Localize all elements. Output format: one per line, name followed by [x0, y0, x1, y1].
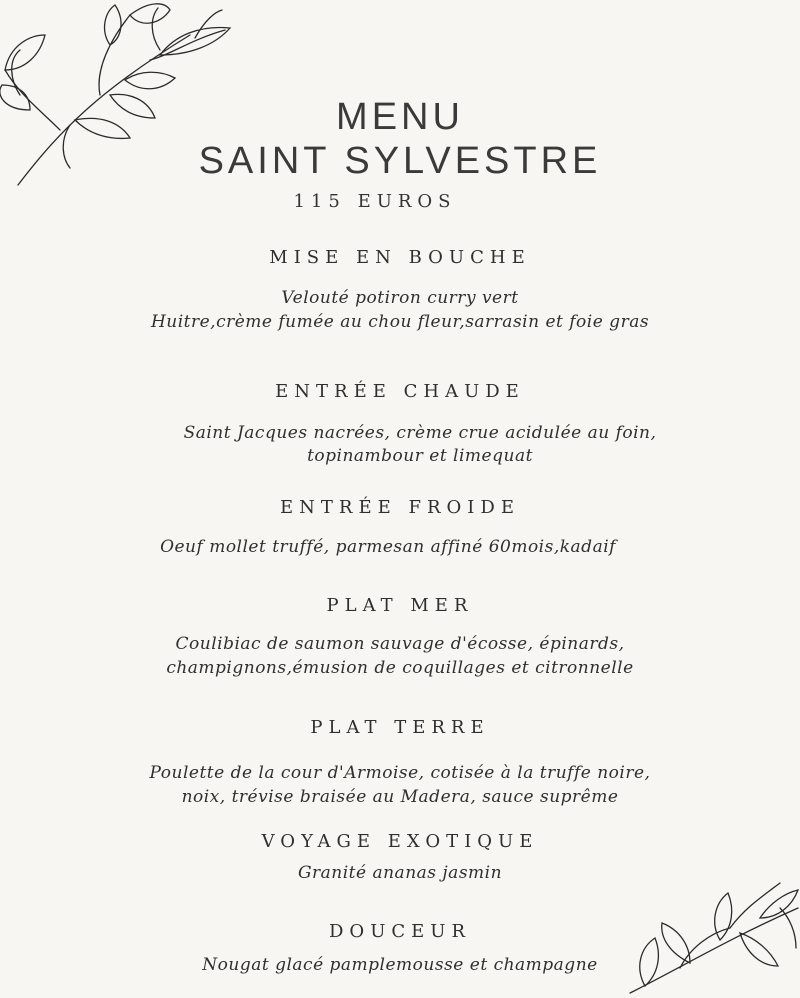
dish-line: Granité ananas jasmin — [297, 863, 503, 883]
section-title-douceur: DOUCEUR — [329, 921, 471, 942]
menu-subtitle: SAINT SYLVESTRE — [198, 140, 602, 182]
dish-line: champignons,émusion de coquillages et citronnelle — [166, 658, 634, 678]
section-title-voyage-exotique: VOYAGE EXOTIQUE — [261, 831, 539, 852]
dish-line: Poulette de la cour d'Armoise, cotisée à la truffe noire, — [149, 763, 651, 783]
dish-line: Velouté potiron curry vert — [281, 288, 519, 308]
dish-line: Coulibiac de saumon sauvage d'écosse, épinards, — [175, 634, 625, 654]
section-title-mise-en-bouche: MISE EN BOUCHE — [269, 247, 531, 268]
menu-price: 115 EUROS — [293, 191, 457, 212]
section-title-entree-froide: ENTRÉE FROIDE — [280, 497, 520, 518]
dish-line: Huitre,crème fumée au chou fleur,sarrasin et foie gras — [150, 312, 650, 332]
section-title-entree-chaude: ENTRÉE CHAUDE — [275, 381, 525, 402]
section-title-plat-mer: PLAT MER — [326, 595, 474, 616]
section-title-plat-terre: PLAT TERRE — [310, 717, 490, 738]
dish-line: Saint Jacques nacrées, crème crue acidulée au foin, — [183, 423, 657, 443]
dish-line: topinambour et limequat — [307, 446, 533, 466]
dish-line: Nougat glacé pamplemousse et champagne — [202, 955, 598, 975]
dish-line: noix, trévise braisée au Madera, sauce suprême — [181, 787, 619, 807]
dish-line: Oeuf mollet truffé, parmesan affiné 60mois,kadaif — [160, 537, 616, 557]
menu-title: MENU — [336, 96, 464, 138]
